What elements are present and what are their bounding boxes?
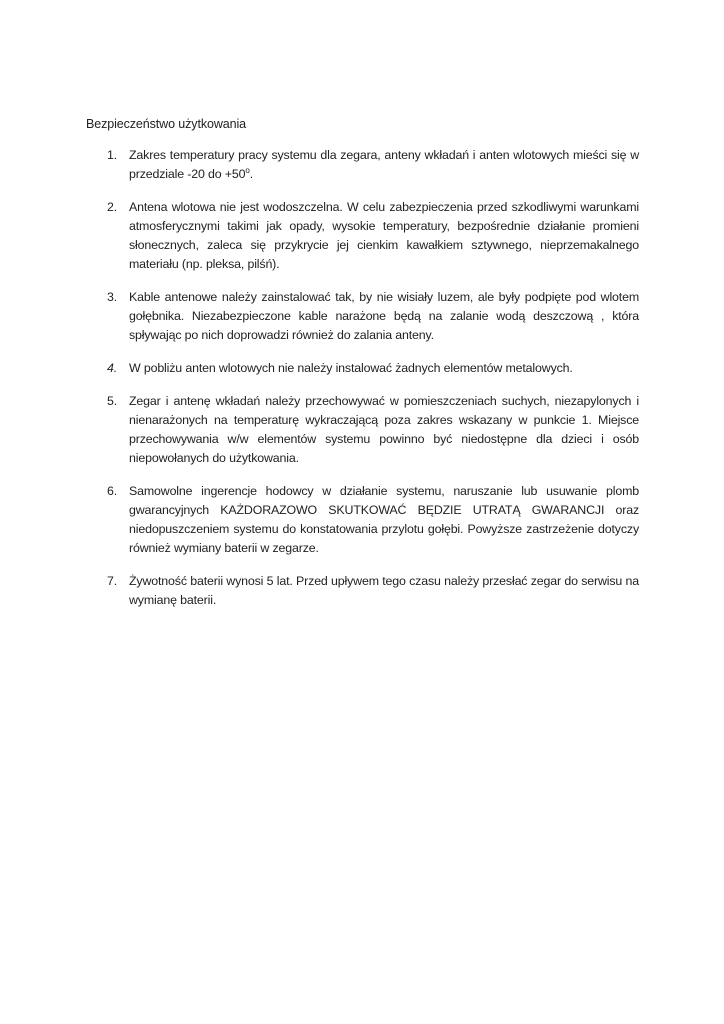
list-item-4 xyxy=(86,359,639,378)
safety-rules-list xyxy=(86,146,639,624)
list-item-2 xyxy=(86,198,639,274)
list-item-5 xyxy=(86,392,639,468)
item-text: Zakres temperatury pracy systemu dla zegara, anteny wkładań i anten wlotowych mieści się w przedziale -20 do +50 xyxy=(129,148,639,181)
item-text: Kable antenowe należy zainstalować tak, by nie wisiały luzem, ale były podpięte pod wlotem gołębnika. Niezabezpieczone kable narażone będą na zalanie wodą deszczową , która spływając po nich doprowadzi również do zalania anteny. xyxy=(129,290,639,342)
item-text-suffix: . xyxy=(249,167,253,181)
item-number: 1. xyxy=(107,148,118,162)
document-heading: Bezpieczeństwo użytkowania xyxy=(86,117,246,131)
item-text: Samowolne ingerencje hodowcy w działanie systemu, naruszanie lub usuwanie plomb gwarancyjnych KAŻDORAZOWO SKUTKOWAĆ BĘDZIE UTRATĄ GWARANCJI oraz niedopuszczeniem systemu do konstatowania przylotu gołębi. Powyższe zastrzeżenie dotyczy również wymiany baterii w zegarze. xyxy=(129,484,639,555)
item-text: Antena wlotowa nie jest wodoszczelna. W celu zabezpieczenia przed szkodliwymi warunkami atmosferycznymi takimi jak opady, wysokie temperatury, bezpośrednie działanie promieni słonecznych, zaleca się przykrycie jej cienkim kawałkiem sztywnego, nieprzemakalnego materiału (np. pleksa, pilśń). xyxy=(129,200,639,271)
list-item-6 xyxy=(86,482,639,558)
item-number: 4. xyxy=(107,361,118,375)
item-number: 6. xyxy=(107,484,118,498)
item-text: W pobliżu anten wlotowych nie należy instalować żadnych elementów metalowych. xyxy=(129,361,573,375)
item-number: 2. xyxy=(107,200,118,214)
item-text: Żywotność baterii wynosi 5 lat. Przed upływem tego czasu należy przesłać zegar do serwisu na wymianę baterii. xyxy=(129,574,639,607)
item-number: 3. xyxy=(107,290,118,304)
list-item-1 xyxy=(86,146,639,184)
list-item-3 xyxy=(86,288,639,345)
degree-superscript: o xyxy=(245,165,250,175)
item-number: 5. xyxy=(107,394,118,408)
item-text: Zegar i antenę wkładań należy przechowywać w pomieszczeniach suchych, niezapylonych i nienarażonych na temperaturę wykraczającą poza zakres wskazany w punkcie 1. Miejsce przechowywania w/w elementów systemu powinno być niedostępne dla dzieci i osób niepowołanych do użytkowania. xyxy=(129,394,639,465)
item-number: 7. xyxy=(107,574,118,588)
list-item-7 xyxy=(86,572,639,610)
